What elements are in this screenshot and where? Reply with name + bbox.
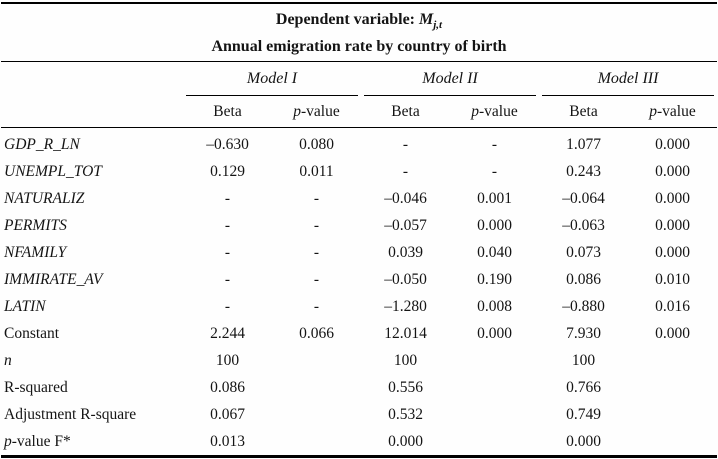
dependent-variable-symbol: M (419, 11, 434, 28)
table-title (1, 3, 717, 62)
value-cell: 12.014 (384, 324, 427, 342)
value-cell: 100 (393, 351, 418, 369)
value-cell: 100 (571, 351, 596, 369)
title-line1: Dependent variable: $M_{j,t}$ (275, 11, 443, 32)
row-label: NFAMILY (4, 243, 67, 261)
value-cell: 0.086 (566, 270, 601, 288)
value-cell: 0.190 (477, 270, 512, 288)
value-cell: - (313, 189, 320, 207)
value-cell: 0.073 (566, 243, 601, 261)
title-line2: Annual emigration rate by country of birth (211, 38, 507, 56)
value-cell: 0.016 (655, 297, 690, 315)
model-1-header: Model I (183, 62, 361, 97)
stat-header-row (1, 96, 717, 128)
row-label: NATURALIZ (4, 189, 85, 207)
title-row (1, 3, 717, 62)
value-cell (628, 347, 717, 374)
value-cell: 0.086 (210, 378, 245, 396)
beta-header: Beta (183, 96, 272, 128)
value-cell: 0.000 (566, 432, 601, 450)
value-cell: - (313, 216, 320, 234)
value-cell: 0.040 (477, 243, 512, 261)
value-cell: - (224, 270, 231, 288)
value-cell (272, 428, 361, 457)
beta-header: Beta (361, 96, 450, 128)
row-label: UNEMPL_TOT (4, 162, 102, 180)
row-label: LATIN (4, 297, 46, 315)
value-cell (450, 374, 539, 401)
value-cell: - (491, 135, 498, 153)
value-cell: 0.129 (210, 162, 245, 180)
value-cell: - (402, 135, 409, 153)
value-cell (628, 374, 717, 401)
row-label: PERMITS (4, 216, 67, 234)
value-cell: 0.011 (299, 162, 334, 180)
value-cell: 0.039 (388, 243, 423, 261)
variable-subscript: j,t (433, 19, 443, 32)
empty-corner-cell (1, 96, 183, 128)
model-2-header: Model II (361, 62, 539, 97)
table-row (1, 185, 717, 212)
empty-corner-cell (1, 62, 183, 97)
value-cell: - (491, 162, 498, 180)
value-cell: –1.280 (384, 297, 427, 315)
table-row (1, 212, 717, 239)
table-row (1, 428, 717, 457)
value-cell: - (224, 243, 231, 261)
value-cell: –0.064 (562, 189, 605, 207)
value-cell: 0.000 (477, 324, 512, 342)
value-cell (450, 401, 539, 428)
value-cell: –0.057 (384, 216, 427, 234)
table-row (1, 347, 717, 374)
value-cell (628, 401, 717, 428)
value-cell: 0.000 (477, 216, 512, 234)
value-cell: - (402, 162, 409, 180)
table-row (1, 239, 717, 266)
row-label: n (4, 351, 12, 369)
value-cell: 0.532 (388, 405, 423, 423)
value-cell (272, 374, 361, 401)
value-cell: 0.000 (655, 216, 690, 234)
value-cell: 0.000 (655, 189, 690, 207)
value-cell: 0.000 (388, 432, 423, 450)
value-cell: 0.556 (388, 378, 423, 396)
table-row (1, 293, 717, 320)
value-cell: –0.630 (206, 135, 249, 153)
table-row (1, 266, 717, 293)
row-label: GDP_R_LN (4, 135, 80, 153)
value-cell: –0.050 (384, 270, 427, 288)
p-value-header: p-value (450, 96, 539, 128)
value-cell: - (224, 216, 231, 234)
table-row (1, 401, 717, 428)
value-cell: - (313, 270, 320, 288)
value-cell: 0.010 (655, 270, 690, 288)
regression-table (1, 2, 717, 458)
value-cell: 0.000 (655, 135, 690, 153)
row-label: IMMIRATE_AV (4, 270, 103, 288)
value-cell: 1.077 (566, 135, 601, 153)
value-cell: - (313, 297, 320, 315)
value-cell: 0.067 (210, 405, 245, 423)
value-cell: 0.243 (566, 162, 601, 180)
value-cell: 0.008 (477, 297, 512, 315)
value-cell: –0.046 (384, 189, 427, 207)
value-cell (450, 347, 539, 374)
value-cell: - (313, 243, 320, 261)
value-cell: 100 (215, 351, 240, 369)
value-cell: 0.013 (210, 432, 245, 450)
value-cell: 0.080 (299, 135, 334, 153)
row-label: R-squared (4, 378, 68, 396)
table-row (1, 128, 717, 159)
table-body (1, 128, 717, 457)
value-cell: –0.880 (562, 297, 605, 315)
value-cell: 0.066 (299, 324, 334, 342)
value-cell: 2.244 (210, 324, 245, 342)
value-cell: 0.001 (477, 189, 512, 207)
value-cell: –0.063 (562, 216, 605, 234)
p-value-header: p-value (628, 96, 717, 128)
table-row (1, 158, 717, 185)
value-cell (450, 428, 539, 457)
value-cell (628, 428, 717, 457)
value-cell: 0.000 (655, 162, 690, 180)
value-cell (272, 347, 361, 374)
value-cell: - (224, 297, 231, 315)
row-label: Constant (4, 324, 60, 342)
value-cell: 0.000 (655, 243, 690, 261)
table-row (1, 320, 717, 347)
value-cell: - (224, 189, 231, 207)
row-label: Adjustment R-square (4, 405, 137, 423)
row-label: p-value F* (4, 432, 71, 450)
value-cell: 0.749 (566, 405, 601, 423)
value-cell: 0.766 (566, 378, 601, 396)
model-header-row (1, 62, 717, 97)
table-row (1, 374, 717, 401)
value-cell: 0.000 (655, 324, 690, 342)
value-cell (272, 401, 361, 428)
value-cell: 7.930 (566, 324, 601, 342)
p-value-header: p-value (272, 96, 361, 128)
model-3-header: Model III (539, 62, 717, 97)
beta-header: Beta (539, 96, 628, 128)
